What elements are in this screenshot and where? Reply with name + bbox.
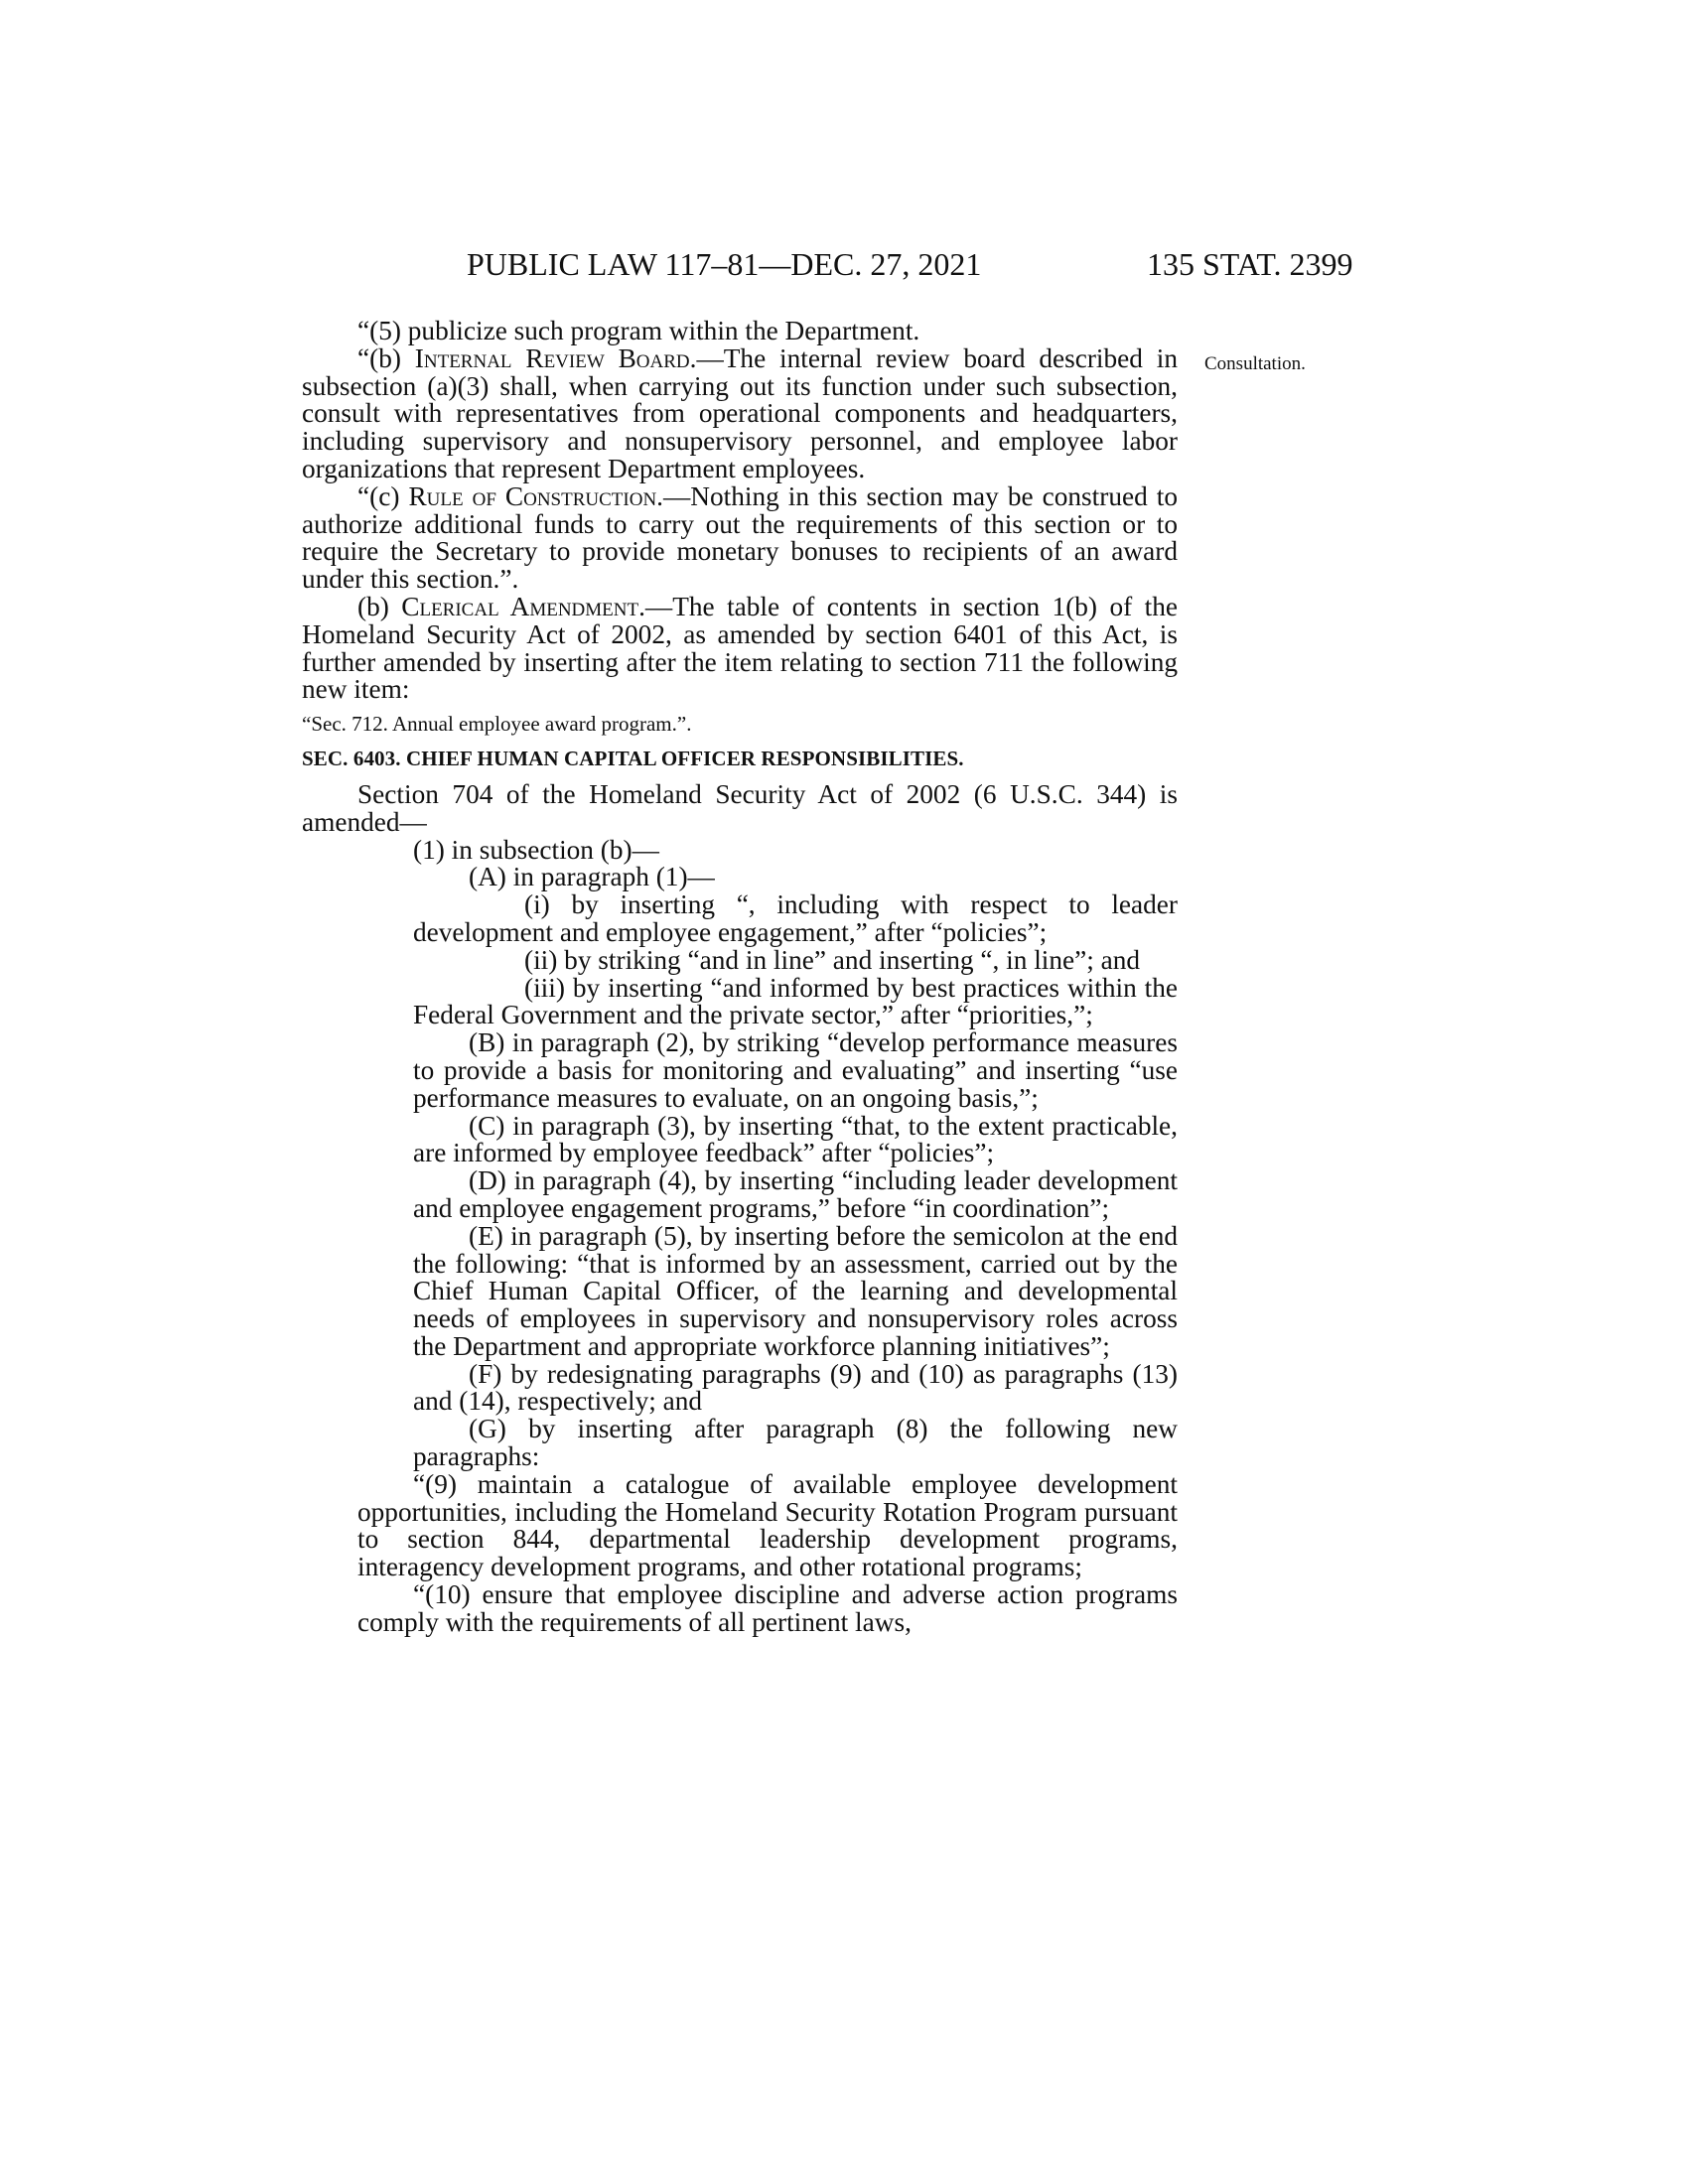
clerical-text: .—The table of contents in section 1(b) of the Homeland Security Act of 2002, as amended by section 6401 of this Act, is further amended by inserting after the item relating to section 711 the following new item: [302,591,1178,705]
paragraph-c-label: “(c) [357,480,409,511]
item-B: (B) in paragraph (2), by striking “develop performance measures to provide a basis for monitoring and evaluating” and inserting “use performance measures to evaluate, on an ongoing basis,”; [413,1027,1178,1113]
item-1: (1) in subsection (b)— [413,834,659,865]
paragraph-c-rule-of-construction [302,480,1178,595]
clerical-heading: Clerical Amendment [401,591,639,621]
paragraph-c-heading: Rule of Construction [408,480,657,511]
paragraph-b-label: “(b) [357,342,415,373]
statute-page-number: 135 STAT. 2399 [1147,246,1353,282]
paragraph-b-internal-review-board [302,342,1178,483]
margin-note-consultation: Consultation. [1204,353,1306,374]
item-G: (G) by inserting after paragraph (8) the following new paragraphs: [413,1414,1178,1472]
item-A-iii: (iii) by inserting “and informed by best practices within the Federal Government and the private sector,” after “priorities,”; [413,972,1178,1030]
new-paragraph-9: “(9) maintain a catalogue of available employee development opportunities, including the Homeland Security Rotation Program pursuant to section 844, departmental leadership development programs, interagency development programs, and other rotational programs; [357,1468,1178,1582]
item-D: (D) in paragraph (4), by inserting “including leader development and employee engagement programs,” before “in coordination”; [413,1165,1178,1223]
item-F: (F) by redesignating paragraphs (9) and (10) as paragraphs (13) and (14), respectively; and [413,1358,1178,1417]
section-intro: Section 704 of the Homeland Security Act of 2002 (6 U.S.C. 344) is amended— [302,778,1178,837]
law-title: PUBLIC LAW 117–81—DEC. 27, 2021 [467,246,982,282]
paragraph-b-heading: Internal Review Board [414,342,690,373]
paragraph-b-text: .—The internal review board described in subsection (a)(3) shall, when carrying out its function under such subsection, consult with representatives from operational components and headquarters, including supervisory and nonsupervisory personnel, and employee labor organizations that represent Department employees. [302,342,1178,483]
paragraph-clerical-amendment [302,591,1178,705]
paragraph-a5: “(5) publicize such program within the Department. [357,316,920,345]
item-A-i: (i) by inserting “, including with respect to leader development and employee engagement,” after “policies”; [413,889,1178,947]
item-A: (A) in paragraph (1)— [469,862,715,892]
page-header [0,246,1688,286]
item-C: (C) in paragraph (3), by inserting “that, to the extent practicable, are informed by employee feedback” after “policies”; [413,1110,1178,1168]
paragraph-c-text: .—Nothing in this section may be construed to authorize additional funds to carry out the requirements of this section or to require the Secretary to provide monetary bonuses to recipients of an award under this section.”. [302,480,1178,595]
clerical-label: (b) [357,591,402,621]
section-heading: SEC. 6403. CHIEF HUMAN CAPITAL OFFICER RESPONSIBILITIES. [302,747,964,771]
document-body [302,318,1178,1637]
item-A-ii: (ii) by striking “and in line” and inserting “, in line”; and [524,944,1141,975]
new-paragraph-10: “(10) ensure that employee discipline and adverse action programs comply with the requirements of all pertinent laws, [357,1579,1178,1637]
item-E: (E) in paragraph (5), by inserting before the semicolon at the end the following: “that is informed by an assessment, carried out by the Chief Human Capital Officer, of the learning and developmental needs of employees in supervisory and nonsupervisory roles across the Department and appropriate workforce planning initiatives”; [413,1220,1178,1361]
toc-item: “Sec. 712. Annual employee award program.”. [302,712,692,737]
